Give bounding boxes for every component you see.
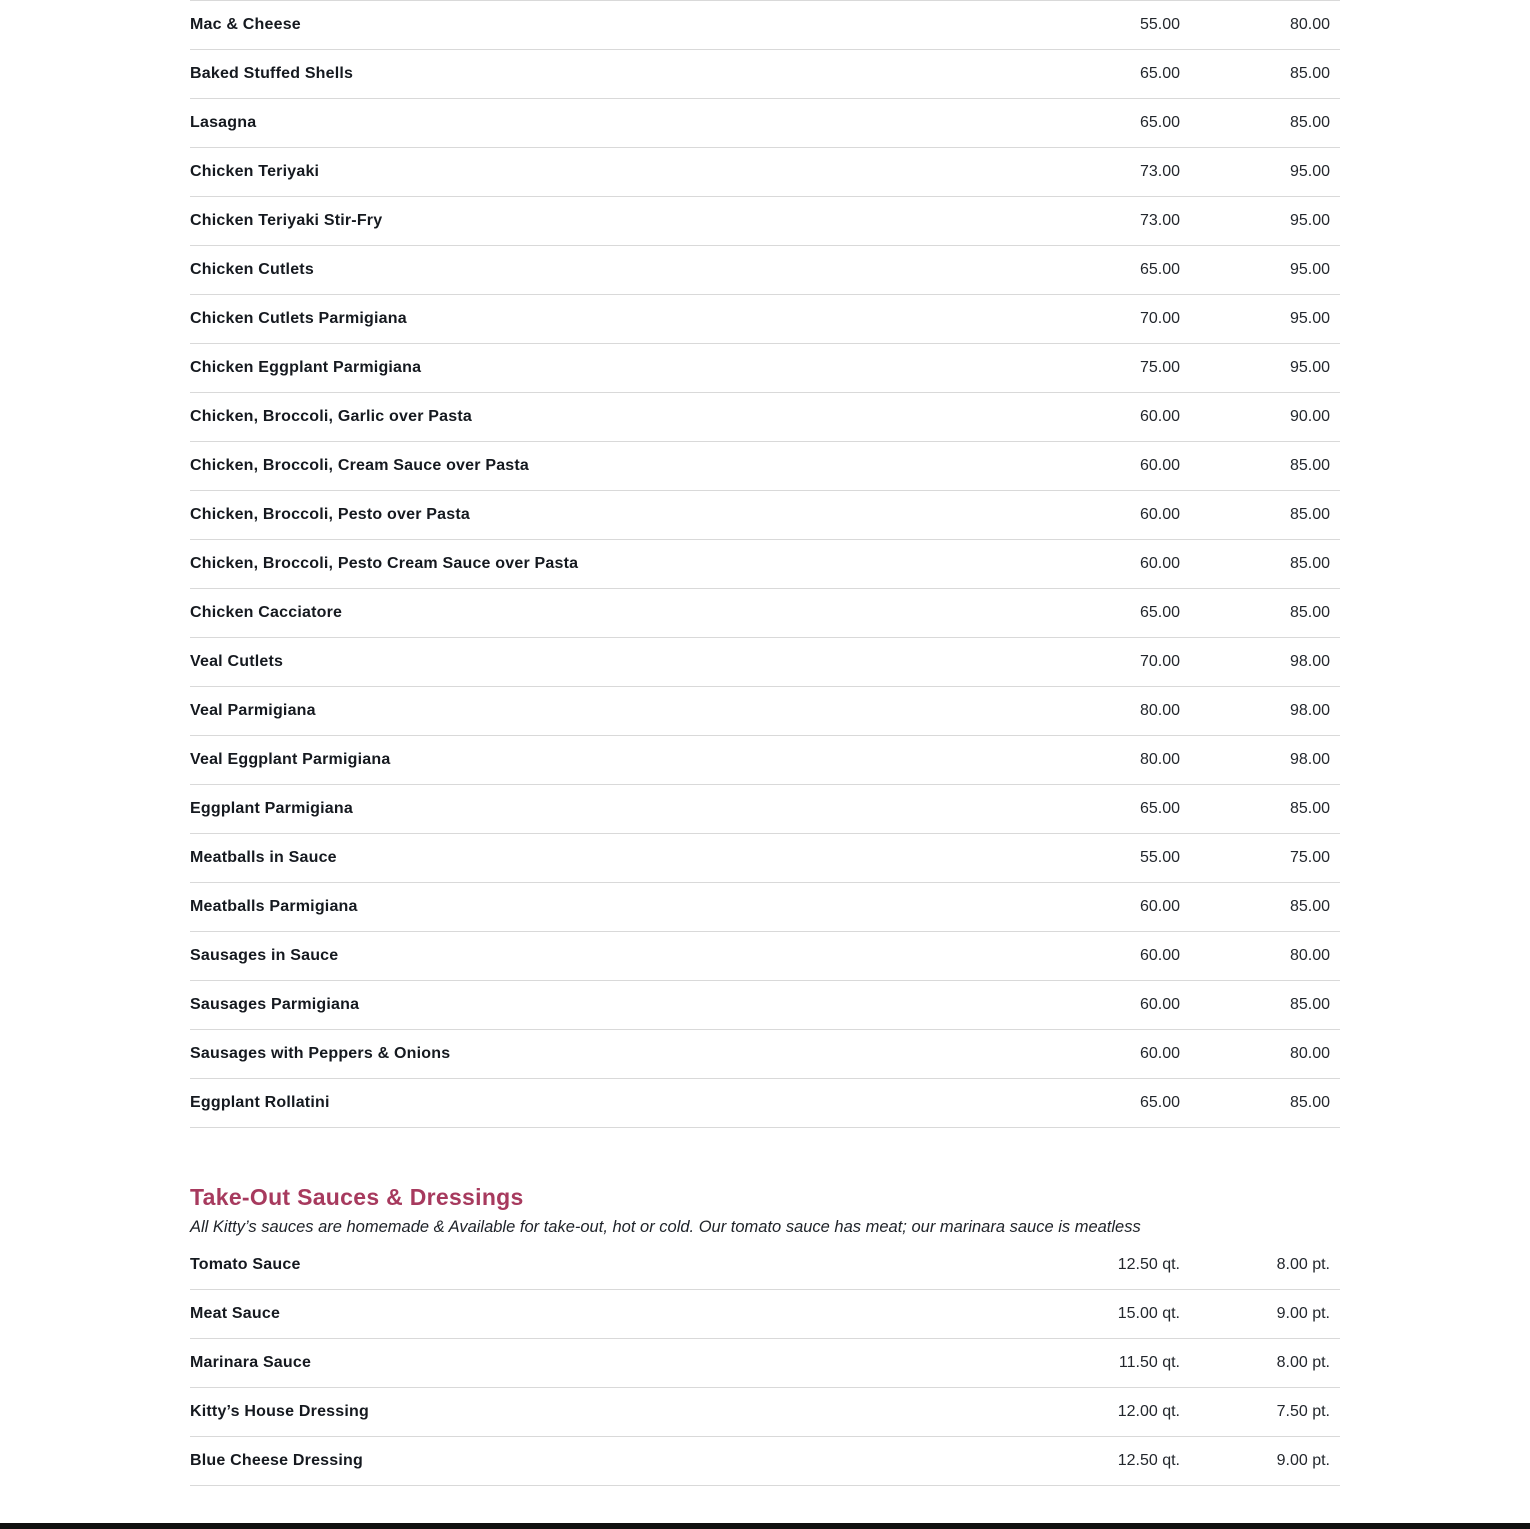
menu-item-row [190, 246, 1340, 295]
menu-item-price-small: 73.00 [1139, 212, 1180, 229]
menu-item-price-small: 75.00 [1139, 359, 1180, 376]
menu-item-row [190, 1437, 1340, 1486]
entrees-price-table [190, 0, 1340, 1128]
menu-content [190, 0, 1340, 1486]
menu-item-row [190, 442, 1340, 491]
menu-item-price-large: 85.00 [1289, 996, 1330, 1013]
menu-item-price-small: 12.00 qt. [1117, 1403, 1180, 1420]
menu-item-name: Sausages Parmigiana [190, 996, 360, 1013]
menu-item-name: Kitty’s House Dressing [190, 1403, 369, 1420]
menu-item-price-large: 85.00 [1289, 800, 1330, 817]
menu-item-name: Lasagna [190, 114, 257, 131]
menu-item-row [190, 687, 1340, 736]
menu-item-price-large: 98.00 [1289, 751, 1330, 768]
menu-item-row [190, 295, 1340, 344]
menu-item-price-large: 85.00 [1289, 65, 1330, 82]
menu-item-price-large: 7.50 pt. [1276, 1403, 1330, 1420]
menu-item-price-small: 65.00 [1139, 800, 1180, 817]
menu-item-row [190, 1241, 1340, 1290]
menu-item-price-small: 73.00 [1139, 163, 1180, 180]
menu-item-price-small: 70.00 [1139, 653, 1180, 670]
menu-item-row [190, 1, 1340, 50]
menu-item-row [190, 785, 1340, 834]
menu-item-name: Marinara Sauce [190, 1354, 312, 1371]
menu-item-price-large: 95.00 [1289, 359, 1330, 376]
menu-item-price-small: 65.00 [1139, 114, 1180, 131]
menu-item-name: Eggplant Parmigiana [190, 800, 353, 817]
menu-item-row [190, 99, 1340, 148]
menu-item-row [190, 1030, 1340, 1079]
menu-item-price-small: 12.50 qt. [1117, 1256, 1180, 1273]
menu-item-row [190, 589, 1340, 638]
menu-item-price-small: 12.50 qt. [1117, 1452, 1180, 1469]
menu-item-name: Meatballs Parmigiana [190, 898, 358, 915]
footer-bar [0, 1523, 1530, 1529]
menu-item-price-large: 8.00 pt. [1276, 1256, 1330, 1273]
menu-item-price-small: 60.00 [1139, 947, 1180, 964]
menu-item-row [190, 344, 1340, 393]
menu-item-price-small: 65.00 [1139, 1094, 1180, 1111]
menu-item-price-small: 60.00 [1139, 898, 1180, 915]
menu-item-price-small: 11.50 qt. [1118, 1354, 1180, 1371]
menu-item-row [190, 1290, 1340, 1339]
menu-item-row [190, 393, 1340, 442]
menu-item-price-large: 8.00 pt. [1276, 1354, 1330, 1371]
menu-item-name: Chicken Eggplant Parmigiana [190, 359, 422, 376]
menu-item-row [190, 1079, 1340, 1128]
menu-item-name: Veal Cutlets [190, 653, 284, 670]
sauces-section-subtitle: All Kitty’s sauces are homemade & Available for take-out, hot or cold. Our tomato sauce has meat; our marinara sauce is meatless [190, 1218, 1141, 1236]
menu-item-price-large: 85.00 [1289, 1094, 1330, 1111]
menu-item-row [190, 736, 1340, 785]
menu-item-price-small: 80.00 [1139, 751, 1180, 768]
menu-item-price-large: 80.00 [1289, 1045, 1330, 1062]
menu-item-name: Chicken Teriyaki [190, 163, 320, 180]
menu-item-name: Chicken Cutlets [190, 261, 314, 278]
menu-item-price-large: 85.00 [1289, 898, 1330, 915]
menu-item-name: Mac & Cheese [190, 16, 301, 33]
menu-item-price-small: 15.00 qt. [1117, 1305, 1180, 1322]
menu-item-row [190, 540, 1340, 589]
menu-item-price-large: 85.00 [1289, 555, 1330, 572]
menu-item-name: Chicken, Broccoli, Pesto over Pasta [190, 506, 470, 523]
menu-item-row [190, 50, 1340, 99]
menu-item-name: Eggplant Rollatini [190, 1094, 330, 1111]
menu-item-price-large: 95.00 [1289, 261, 1330, 278]
menu-item-name: Blue Cheese Dressing [190, 1452, 363, 1469]
menu-item-price-small: 60.00 [1139, 996, 1180, 1013]
menu-item-price-small: 80.00 [1139, 702, 1180, 719]
menu-item-price-large: 85.00 [1289, 114, 1330, 131]
menu-item-name: Sausages with Peppers & Onions [190, 1045, 451, 1062]
menu-item-name: Chicken, Broccoli, Pesto Cream Sauce over Pasta [190, 555, 579, 572]
menu-item-row [190, 1339, 1340, 1388]
menu-item-row [190, 148, 1340, 197]
menu-item-name: Chicken, Broccoli, Cream Sauce over Pasta [190, 457, 530, 474]
menu-item-price-large: 95.00 [1289, 212, 1330, 229]
menu-item-price-small: 55.00 [1139, 849, 1180, 866]
menu-item-price-small: 60.00 [1139, 506, 1180, 523]
menu-item-name: Baked Stuffed Shells [190, 65, 354, 82]
sauces-price-table [190, 1241, 1340, 1486]
menu-item-name: Chicken Cutlets Parmigiana [190, 310, 407, 327]
menu-item-row [190, 638, 1340, 687]
menu-item-name: Sausages in Sauce [190, 947, 339, 964]
menu-item-name: Meat Sauce [190, 1305, 281, 1322]
menu-item-price-small: 65.00 [1139, 604, 1180, 621]
menu-item-name: Tomato Sauce [190, 1256, 301, 1273]
menu-item-price-large: 95.00 [1289, 310, 1330, 327]
menu-item-row [190, 932, 1340, 981]
sauces-section-header [190, 1184, 1340, 1237]
menu-item-price-large: 75.00 [1289, 849, 1330, 866]
menu-item-row [190, 981, 1340, 1030]
menu-item-price-small: 60.00 [1139, 555, 1180, 572]
menu-item-price-small: 65.00 [1139, 261, 1180, 278]
menu-item-row [190, 834, 1340, 883]
menu-item-price-small: 60.00 [1139, 408, 1180, 425]
menu-item-price-large: 98.00 [1289, 653, 1330, 670]
menu-item-price-large: 85.00 [1289, 506, 1330, 523]
menu-item-price-large: 85.00 [1289, 457, 1330, 474]
menu-item-price-large: 85.00 [1289, 604, 1330, 621]
menu-item-price-large: 95.00 [1289, 163, 1330, 180]
menu-item-row [190, 1388, 1340, 1437]
menu-item-row [190, 491, 1340, 540]
menu-item-price-large: 9.00 pt. [1276, 1452, 1330, 1469]
menu-item-price-large: 98.00 [1289, 702, 1330, 719]
menu-item-name: Chicken Teriyaki Stir-Fry [190, 212, 383, 229]
menu-item-price-large: 80.00 [1289, 16, 1330, 33]
menu-item-row [190, 197, 1340, 246]
menu-item-price-small: 65.00 [1139, 65, 1180, 82]
menu-item-price-small: 60.00 [1139, 1045, 1180, 1062]
menu-item-price-large: 90.00 [1289, 408, 1330, 425]
menu-item-price-large: 9.00 pt. [1276, 1305, 1330, 1322]
menu-item-name: Veal Parmigiana [190, 702, 316, 719]
menu-item-price-small: 70.00 [1139, 310, 1180, 327]
menu-item-name: Veal Eggplant Parmigiana [190, 751, 391, 768]
menu-item-name: Chicken, Broccoli, Garlic over Pasta [190, 408, 472, 425]
menu-item-price-small: 55.00 [1139, 16, 1180, 33]
menu-item-price-large: 80.00 [1289, 947, 1330, 964]
menu-item-name: Meatballs in Sauce [190, 849, 337, 866]
menu-item-row [190, 883, 1340, 932]
menu-item-name: Chicken Cacciatore [190, 604, 343, 621]
sauces-section-title: Take-Out Sauces & Dressings [190, 1184, 524, 1210]
menu-item-price-small: 60.00 [1139, 457, 1180, 474]
